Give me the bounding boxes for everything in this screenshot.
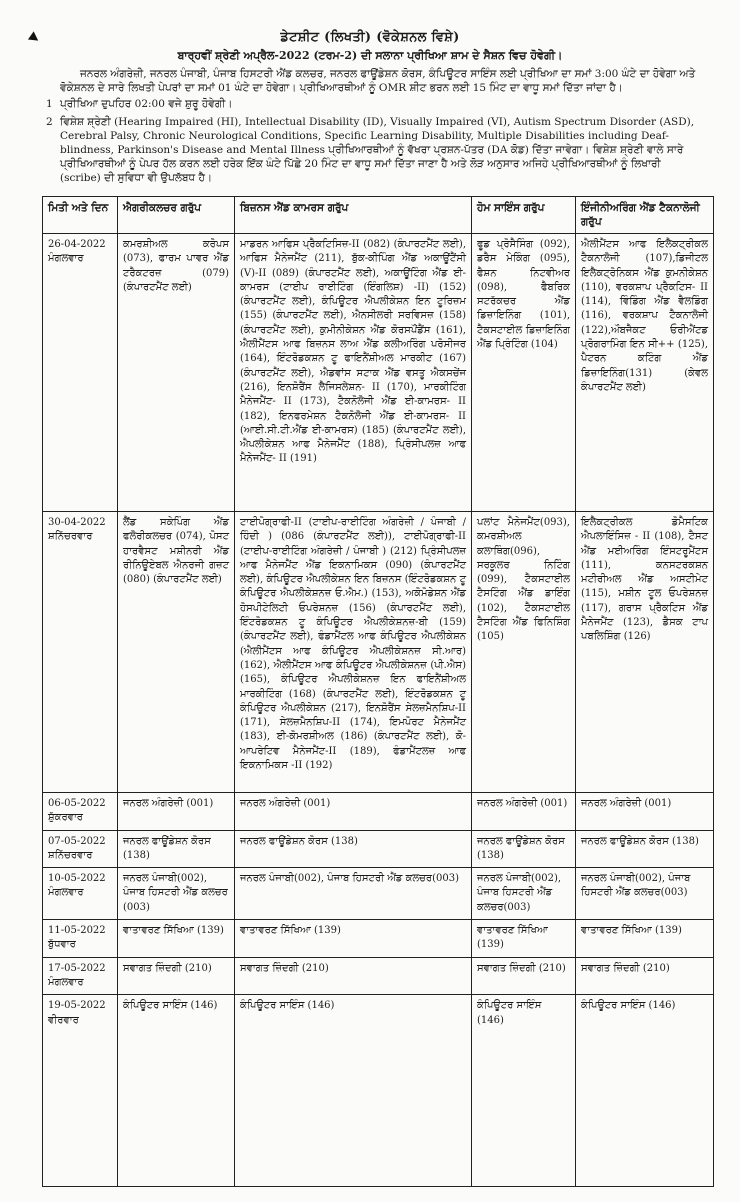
table-row xyxy=(43,957,714,995)
date-cell xyxy=(43,793,118,831)
weekday: ਬੁੱਧਵਾਰ xyxy=(48,939,76,951)
engineering-cell: ਸਵਾਗਤ ਜ਼ਿੰਦਗੀ (210) xyxy=(576,957,714,995)
home-science-cell: ਜਨਰਲ ਅੰਗਰੇਜ਼ੀ (001) xyxy=(472,793,576,831)
weekday: ਮੰਗਲਵਾਰ xyxy=(48,887,84,899)
date-cell xyxy=(43,234,118,512)
weekday: ਵੀਰਵਾਰ xyxy=(48,1014,79,1026)
weekday: ਮੰਗਲਵਾਰ xyxy=(48,976,84,988)
business-cell: ਜਨਰਲ ਅੰਗਰੇਜ਼ੀ (001) xyxy=(235,793,472,831)
engineering-cell: ਐਲੀਮੈਂਟਸ ਆਫ ਇਲੈਕਟ੍ਰੀਕਲ ਟੈਕਨਾਲੋਜੀ (107),ਡਿਜੀਟਲ ਇਲੈਕਟ੍ਰੋਨਿਕਸ ਐਂਡ ਕੁਮਨੀਕੇਸ਼ਨ (110), ਵਰਕਸ਼ਾਪ ਪ੍ਰੈਕਟਿਸ- II (114), ਵਿੰਡਿੰਗ ਐਂਡ ਵੈਲਡਿੰਗ (116), ਵਰਕਸ਼ਾਪ ਟੈਕਨਾਲੋਜੀ (122),ਔਬਜੈਕਟ ਓਰੀਐਂਟਡ ਪ੍ਰੋਗਰਾਮਿੰਗ ਇਨ ਸੀ++ (125), ਪੈਟਰਨ ਕਟਿੰਗ ਐਂਡ ਡਿਜ਼ਾਇਨਿੰਗ(131) (ਕੇਵਲ ਕੰਪਾਰਟਮੈਂਟ ਲਈ) xyxy=(576,234,714,512)
date: 26-04-2022 xyxy=(48,239,106,250)
home-science-cell: ਫੂਡ ਪ੍ਰੋਸੈਸਿੰਗ (092), ਡਰੈਸ ਮੇਕਿੰਗ (095), ਫੈਸ਼ਨ ਨਿਟਵੀਅਰ (098), ਫੈਬਰਿਕ ਸਟਰੱਕਚਰ ਐਂਡ ਡਿਜ਼ਾਇਨਿੰਗ (101), ਟੈਕਸਟਾਈਲ ਡਿਜ਼ਾਇਨਿੰਗ ਐਂਡ ਪ੍ਰਿੰਟਿੰਗ (104) xyxy=(472,234,576,512)
agriculture-cell: ਕਮਰਸ਼ੀਅਲ ਕਰੋਪਸ (073), ਫਾਰਮ ਪਾਵਰ ਐਂਡ ਟਰੈਕਟਰਜ਼ (079) (ਕੰਪਾਰਟਮੈਂਟ ਲਈ) xyxy=(118,234,235,512)
agriculture-cell: ਜਨਰਲ ਫਾਊਂਡੇਸ਼ਨ ਕੋਰਸ (138) xyxy=(118,830,235,868)
date: 10-05-2022 xyxy=(48,873,106,885)
weekday: ਸ਼ੁੱਕਰਵਾਰ xyxy=(48,812,83,824)
table-row xyxy=(43,868,714,920)
datesheet-table xyxy=(42,196,714,1187)
header-business: ਬਿਜ਼ਨਸ ਐਂਡ ਕਾਮਰਸ ਗਰੁੱਪ xyxy=(235,197,472,234)
header-engineering: ਇੰਜੀਨੀਅਰਿੰਗ ਐਂਡ ਟੈਕਨਾਲੋਜੀ ਗਰੁੱਪ xyxy=(576,197,714,234)
home-science-cell: ਸਵਾਗਤ ਜ਼ਿੰਦਗੀ (210) xyxy=(472,957,576,995)
table-row xyxy=(43,920,714,958)
date-cell xyxy=(43,957,118,995)
home-science-cell: ਕੰਪਿਊਟਰ ਸਾਇੰਸ (146) xyxy=(472,995,576,1187)
note-2 xyxy=(46,115,696,185)
note-number: 1 xyxy=(46,98,53,110)
date: 30-04-2022 xyxy=(48,517,106,528)
table-header-row xyxy=(43,197,714,234)
agriculture-cell: ਜਨਰਲ ਪੰਜਾਬੀ(002), ਪੰਜਾਬ ਹਿਸਟਰੀ ਐਂਡ ਕਲਚਰ (003) xyxy=(118,868,235,920)
note-1 xyxy=(46,97,696,111)
note-text: ਵਿਸ਼ੇਸ਼ ਸ਼੍ਰੇਣੀ (Hearing Impaired (HI), Intellectual Disability (ID), Visually Impaired (VI), Autism Spectrum Disorder (ASD), Cerebral Palsy, Chronic Neurological Conditions, Specific Learning Disability, Multiple Disabilities including Deaf-blindness, Parkinson's Disease and Mental Illness ਪ੍ਰੀਖਿਆਰਥੀਆਂ ਨੂੰ ਵੱਖਰਾ ਪ੍ਰਸ਼ਨ-ਪੱਤਰ (DA ਕੋਡ) ਦਿੱਤਾ ਜਾਵੇਗਾ। ਵਿਸ਼ੇਸ਼ ਸ਼੍ਰੇਣੀ ਵਾਲੇ ਸਾਰੇ ਪ੍ਰੀਖਿਆਰਥੀਆਂ ਨੂੰ ਪੇਪਰ ਹੱਲ ਕਰਨ ਲਈ ਹਰੇਕ ਇੱਕ ਘੰਟੇ ਪਿੱਛੇ 20 ਮਿੰਟ ਦਾ ਵਾਧੂ ਸਮਾਂ ਦਿੱਤਾ ਜਾਣਾ ਹੈ ਅਤੇ ਲੋੜ ਅਨੁਸਾਰ ਅਜਿਹੇ ਪ੍ਰੀਖਿਆਰਥੀਆਂ ਨੂੰ ਲਿਖਾਰੀ (scribe) ਦੀ ਸੁਵਿਧਾ ਵੀ ਉਪਲੱਬਧ ਹੈ। xyxy=(60,116,695,184)
note-number: 2 xyxy=(46,116,53,128)
business-cell: ਜਨਰਲ ਪੰਜਾਬੀ(002), ਪੰਜਾਬ ਹਿਸਟਰੀ ਐਂਡ ਕਲਚਰ(003) xyxy=(235,868,472,920)
document-title: ਡੇਟਸ਼ੀਟ (ਲਿਖਤੀ) (ਵੋਕੇਸ਼ਨਲ ਵਿਸ਼ੇ) xyxy=(280,30,460,45)
date: 17-05-2022 xyxy=(48,962,106,974)
weekday: ਸ਼ਨਿੱਚਰਵਾਰ xyxy=(48,531,93,543)
engineering-cell: ਜਨਰਲ ਅੰਗਰੇਜ਼ੀ (001) xyxy=(576,793,714,831)
table-row xyxy=(43,995,714,1187)
date: 07-05-2022 xyxy=(48,835,106,847)
agriculture-cell: ਸਵਾਗਤ ਜ਼ਿੰਦਗੀ (210) xyxy=(118,957,235,995)
business-cell: ਸਵਾਗਤ ਜ਼ਿੰਦਗੀ (210) xyxy=(235,957,472,995)
date: 11-05-2022 xyxy=(48,925,106,937)
header-agriculture: ਐਗਰੀਕਲਚਰ ਗਰੁੱਪ xyxy=(118,197,235,234)
business-cell: ਮਾਡਰਨ ਆਫਿਸ ਪ੍ਰੈਕਟਿਸਿਜ਼-II (082) (ਕੰਪਾਰਟਮੈਂਟ ਲਈ), ਆਫਿਸ ਮੈਨੇਜਮੈਂਟ (211), ਬੁੱਕ-ਕੀਪਿੰਗ ਐਂਡ ਅਕਾਊਂਟੈਂਸੀ (V)-II (089) (ਕੰਪਾਰਟਮੈਂਟ ਲਈ), ਅਕਾਊਂਟਿੰਗ ਐਂਡ ਈ-ਕਾਮਰਸ (ਟਾਈਪ ਰਾਈਟਿੰਗ (ਇੰਗਲਿਸ਼) -II) (152) (ਕੰਪਾਰਟਮੈਂਟ ਲਈ), ਕੰਪਿਊਟਰ ਐਪਲੀਕੇਸ਼ਨ ਇਨ ਟੂਰਿਜ਼ਮ (155) (ਕੰਪਾਰਟਮੈਂਟ ਲਈ), ਐਨਸੀਲਰੀ ਸਰਵਿਸਜ਼ (158) (ਕੰਪਾਰਟਮੈਂਟ ਲਈ), ਕੁਮੀਨੀਕੇਸ਼ਨ ਐਂਡ ਕੋਰਸਪੌਂਡੈਂਸ (161), ਐਲੀਮੈਂਟਸ ਆਫ ਬਿਜ਼ਨਸ ਲਾਅ ਐਂਡ ਕਲੀਅਰਿੰਗ ਪਰੋਸੀਜਰ (164), ਇੰਟਰੋਡਕਸ਼ਨ ਟੂ ਫਾਇਨੈਂਸ਼ੀਅਲ ਮਾਰਕੀਟ (167) (ਕੰਪਾਰਟਮੈਂਟ ਲਈ), ਐਡਵਾਂਸ ਸਟਾਕ ਐਂਡ ਵਸਤੂ ਐਕਸਚੇਂਜ (216), ਇਨਸ਼ੋਰੈਂਸ ਲੈਜਿਸਲੇਸ਼ਨ- II (170), ਮਾਰਕੀਟਿੰਗ ਮੈਨੇਜਮੈਂਟ- II (173), ਟੈਕਨੋਲੋਜੀ ਐਂਡ ਈ-ਕਾਮਰਸ- II (182), ਇਨਫਰਮੇਸ਼ਨ ਟੈਕਨੋਲੋਜੀ ਐਂਡ ਈ-ਕਾਮਰਸ- II (ਆਈ.ਸੀ.ਟੀ.ਐਂਡ ਈ-ਕਾਮਰਸ) (185) (ਕੰਪਾਰਟਮੈਂਟ ਲਈ), ਐਪਲੀਕੇਸ਼ਨ ਆਫ ਮੈਨੇਜਮੈਂਟ (188), ਪ੍ਰਿੰਸੀਪਲਜ਼ ਆਫ ਮੈਨੇਜਮੈਂਟ- II (191) xyxy=(235,234,472,512)
engineering-cell: ਇਲੈਕਟ੍ਰੀਕਲ ਡੋਮੈਸਟਿਕ ਐਪਲਾਇੰਸਿਜ਼ - II (108), ਟੈਸਟ ਐਂਡ ਮਈਅਰਿੰਗ ਇੰਸਟਰੂਮੈਂਟਸ (111), ਕਨਸਟਰਕਸ਼ਨ ਮਟੀਰੀਅਲ ਐਂਡ ਅਸਟੀਮੇਟ (115), ਮਸ਼ੀਨ ਟੂਲ ਓਪਰੇਸ਼ਨਜ਼ (117), ਗਰਾਸ ਪ੍ਰੈਕਟਿਸ ਐਂਡ ਮੈਨੇਜਮੈਂਟ (123), ਡੈਸਕ ਟਾਪ ਪਬਲਿਸ਼ਿੰਗ (126) xyxy=(576,512,714,793)
date: 19-05-2022 xyxy=(48,1000,106,1012)
date-cell xyxy=(43,995,118,1187)
engineering-cell: ਜਨਰਲ ਫਾਊਂਡੇਸ਼ਨ ਕੋਰਸ (138) xyxy=(576,830,714,868)
engineering-cell: ਵਾਤਾਵਰਣ ਸਿੱਖਿਆ (139) xyxy=(576,920,714,958)
agriculture-cell: ਕੰਪਿਊਟਰ ਸਾਇੰਸ (146) xyxy=(118,995,235,1187)
business-cell: ਕੰਪਿਊਟਰ ਸਾਇੰਸ (146) xyxy=(235,995,472,1187)
header-date: ਮਿਤੀ ਅਤੇ ਦਿਨ xyxy=(43,197,118,234)
date: 06-05-2022 xyxy=(48,798,106,809)
table-row xyxy=(43,512,714,793)
home-science-cell: ਵਾਤਾਵਰਣ ਸਿੱਖਿਆ (139) xyxy=(472,920,576,958)
home-science-cell: ਪਲਾਂਟ ਮੈਨੇਜਮੈਂਟ(093), ਕਮਰਸ਼ੀਅਲ ਕਲਾਥਿੰਗ(096), ਸਰਕੂਲਰ ਨਿਟਿੰਗ (099), ਟੈਕਸਟਾਈਲ ਟੈਸਟਿੰਗ ਐਂਡ ਡਾਇੰਗ (102), ਟੈਕਸਟਾਈਲ ਟੈਸਟਿੰਗ ਐਂਡ ਫਿਨਿਸ਼ਿੰਗ (105) xyxy=(472,512,576,793)
business-cell: ਜਨਰਲ ਫਾਊਂਡੇਸ਼ਨ ਕੋਰਸ (138) xyxy=(235,830,472,868)
home-science-cell: ਜਨਰਲ ਫਾਊਂਡੇਸ਼ਨ ਕੋਰਸ (138) xyxy=(472,830,576,868)
table-row xyxy=(43,793,714,831)
note-text: ਪ੍ਰੀਖਿਆ ਦੁਪਹਿਰ 02:00 ਵਜੇ ਸ਼ੁਰੂ ਹੋਵੇਗੀ। xyxy=(60,98,233,110)
date-cell xyxy=(43,512,118,793)
home-science-cell: ਜਨਰਲ ਪੰਜਾਬੀ(002), ਪੰਜਾਬ ਹਿਸਟਰੀ ਐਂਡ ਕਲਚਰ(003) xyxy=(472,868,576,920)
agriculture-cell: ਲੈਂਡ ਸਕੇਪਿੰਗ ਐਂਡ ਫਲੋਰੀਕਲਚਰ (074), ਪੋਸਟ ਹਾਰਵੈਸਟ ਮਸ਼ੀਨਰੀ ਐਂਡ ਰੀਨਿਊਏਬਲ ਐਨਰਜੀ ਗਜ਼ਟ (080) (ਕੰਪਾਰਟਮੈਂਟ ਲਈ) xyxy=(118,512,235,793)
engineering-cell: ਕੰਪਿਊਟਰ ਸਾਇੰਸ (146) xyxy=(576,995,714,1187)
date-cell xyxy=(43,868,118,920)
date-cell xyxy=(43,920,118,958)
business-cell: ਟਾਈਪੋਗ੍ਰਾਫੀ-II (ਟਾਈਪ-ਰਾਈਟਿੰਗ ਅੰਗਰੇਜ਼ੀ / ਪੰਜਾਬੀ /ਹਿੰਦੀ ) (086 (ਕੰਪਾਰਟਮੈਂਟ ਲਈ)), ਟਾਈਪੋਗ੍ਰਾਫੀ-II (ਟਾਈਪ-ਰਾਈਟਿੰਗ ਅੰਗਰੇਜ਼ੀ / ਪੰਜਾਬੀ ) (212) ਪ੍ਰਿੰਸੀਪਲਜ਼ ਆਫ ਮੈਨੇਜਮੈਂਟ ਐਂਡ ਇਕਨਾਮਿਕਸ (090) (ਕੰਪਾਰਟਮੈਂਟ ਲਈ), ਕੰਪਿਊਟਰ ਐਪਲੀਕੇਸ਼ਨ ਇਨ ਬਿਜ਼ਨਸ (ਇੰਟਰੋਡਕਸ਼ਨ ਟੂ ਕੰਪਿਊਟਰ ਐਪਲੀਕੇਸ਼ਨਜ਼ ਓ.ਐਮ.) (153), ਅਕੋਮੋਡੇਸ਼ਨ ਐਂਡ ਹੋਸਪੀਟੇਲਿਟੀ ਓਪਰੇਸ਼ਨਜ਼ (156) (ਕੰਪਾਰਟਮੈਂਟ ਲਈ), ਇੰਟਰੋਡਕਸ਼ਨ ਟੂ ਕੰਪਿਊਟਰ ਐਪਲੀਕੇਸ਼ਨਜ਼-ਬੀ (159) (ਕੰਪਾਰਟਮੈਂਟ ਲਈ), ਫੰਡਾਮੈਂਟਲ ਆਫ ਕੰਪਿਊਟਰ ਐਪਲੀਕੇਸ਼ਨ (ਐਲੀਮੈਂਟਸ ਆਫ ਕੰਪਿਊਟਰ ਐਪਲੀਕੇਸ਼ਨਜ਼ ਸੀ.ਆਰ) (162), ਐਲੀਮੈਂਟਸ ਆਫ ਕੰਪਿਊਟਰ ਐਪਲੀਕੇਸ਼ਨਜ਼ (ਪੀ.ਐਸ) (165), ਕੰਪਿਊਟਰ ਐਪਲੀਕੇਸ਼ਨਜ਼ ਇਨ ਫਾਇਨੈਂਸ਼ੀਅਲ ਮਾਰਕੀਟਿੰਗ (168) (ਕੰਪਾਰਟਮੈਂਟ ਲਈ), ਇੰਟਰੋਡਕਸ਼ਨ ਟੂ ਕੰਪਿਊਟਰ ਐਪਲੀਕੇਸ਼ਨ (217), ਇਨਸ਼ੋਰੈਂਸ ਸੇਲਜ਼ਮੈਨਸ਼ਿਪ-II (171), ਸੇਲਜ਼ਮੈਨਸ਼ਿਪ-II (174), ਇਮਪੋਰਟ ਮੈਨੇਜਮੈਂਟ (183), ਈ-ਕੋਮਰਸ਼ੀਅਲ (186) (ਕੰਪਾਰਟਮੈਂਟ ਲਈ), ਕੋ-ਆਪਰੇਟਿਵ ਮੈਨੇਜਮੈਂਟ-II (189), ਫੰਡਾਮੈਂਟਲਜ਼ ਆਫ ਇਕਨਾਮਿਕਸ -II (192) xyxy=(235,512,472,793)
header-home-science: ਹੋਮ ਸਾਇੰਸ ਗਰੁੱਪ xyxy=(472,197,576,234)
engineering-cell: ਜਨਰਲ ਪੰਜਾਬੀ(002), ਪੰਜਾਬ ਹਿਸਟਰੀ ਐਂਡ ਕਲਚਰ(003) xyxy=(576,868,714,920)
weekday: ਮੰਗਲਵਾਰ xyxy=(48,253,84,265)
agriculture-cell: ਜਨਰਲ ਅੰਗਰੇਜ਼ੀ (001) xyxy=(118,793,235,831)
business-cell: ਵਾਤਾਵਰਣ ਸਿੱਖਿਆ (139) xyxy=(235,920,472,958)
table-row xyxy=(43,830,714,868)
date-cell xyxy=(43,830,118,868)
table-row xyxy=(43,234,714,512)
agriculture-cell: ਵਾਤਾਵਰਣ ਸਿੱਖਿਆ (139) xyxy=(118,920,235,958)
document-subtitle: ਬਾਰ੍ਹਵੀਂ ਸ਼੍ਰੇਣੀ ਅਪ੍ਰੈਲ-2022 (ਟਰਮ-2) ਦੀ ਸਲਾਨਾ ਪ੍ਰੀਖਿਆ ਸ਼ਾਮ ਦੇ ਸੈਸ਼ਨ ਵਿਚ ਹੋਵੇਗੀ। xyxy=(177,49,563,62)
intro-paragraph: ਜਨਰਲ ਅੰਗਰੇਜ਼ੀ, ਜਨਰਲ ਪੰਜਾਬੀ, ਪੰਜਾਬ ਹਿਸਟਰੀ ਐਂਡ ਕਲਚਰ, ਜਨਰਲ ਫਾਊਂਡੇਸ਼ਨ ਕੋਰਸ, ਕੰਪਿਊਟਰ ਸਾਇੰਸ ਲਈ ਪ੍ਰੀਖਿਆ ਦਾ ਸਮਾਂ 3:00 ਘੰਟੇ ਦਾ ਹੋਵੇਗਾ ਅਤੇ ਵੋਕੇਸ਼ਨਲ ਦੇ ਸਾਰੇ ਲਿਖਤੀ ਪੇਪਰਾਂ ਦਾ ਸਮਾਂ 01 ਘੰਟੇ ਦਾ ਹੋਵੇਗਾ। ਪ੍ਰੀਖਿਆਰਥੀਆਂ ਨੂੰ OMR ਸ਼ੀਟ ਭਰਨ ਲਈ 15 ਮਿੰਟ ਦਾ ਵਾਧੂ ਸਮਾਂ ਦਿੱਤਾ ਜਾਂਦਾ ਹੈ। xyxy=(60,68,696,94)
weekday: ਸ਼ਨਿੱਚਰਵਾਰ xyxy=(48,849,93,861)
